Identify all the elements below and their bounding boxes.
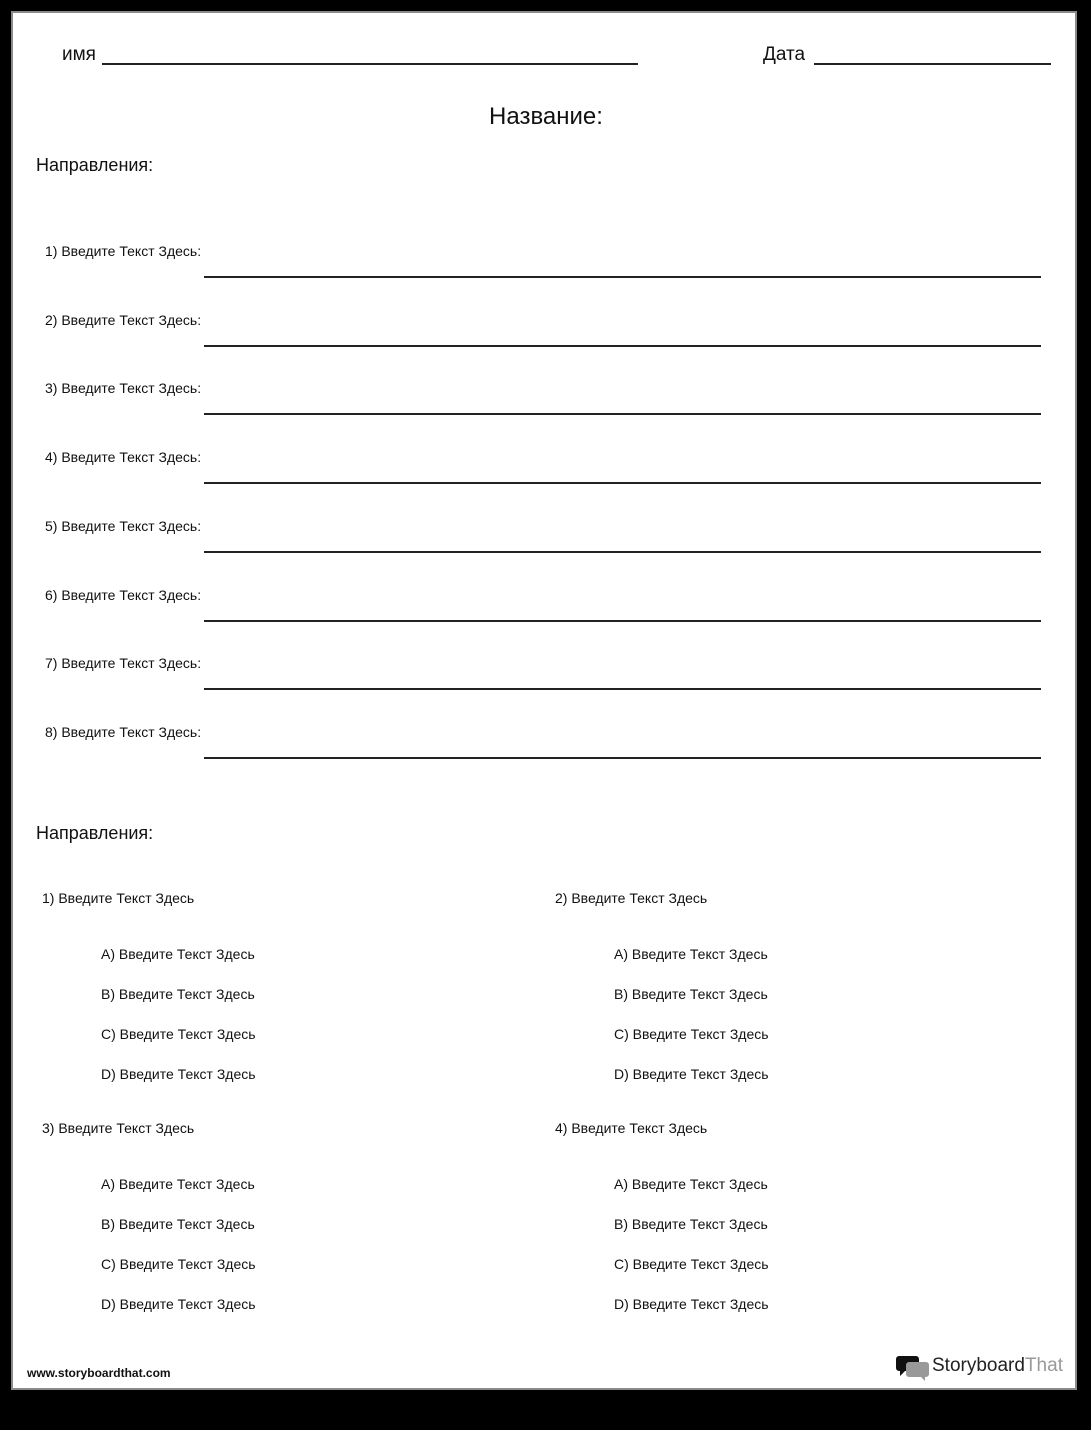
fill-in-prompt: 6) Введите Текст Здесь:: [45, 586, 202, 603]
answer-option[interactable]: C) Введите Текст Здесь: [614, 1256, 769, 1272]
question-prompt: 4) Введите Текст Здесь: [555, 1120, 708, 1136]
answer-line[interactable]: [204, 620, 1041, 622]
date-field-line[interactable]: [814, 63, 1051, 65]
date-label: Дата: [763, 44, 806, 65]
fill-in-prompt: 5) Введите Текст Здесь:: [45, 517, 202, 534]
question-prompt: 2) Введите Текст Здесь: [555, 890, 708, 906]
fill-in-prompt: 8) Введите Текст Здесь:: [45, 723, 202, 740]
answer-option[interactable]: B) Введите Текст Здесь: [101, 1216, 255, 1232]
answer-option[interactable]: A) Введите Текст Здесь: [614, 946, 768, 962]
footer-url[interactable]: www.storyboardthat.com: [27, 1366, 171, 1380]
answer-line[interactable]: [204, 482, 1041, 484]
name-label: имя: [62, 44, 96, 65]
answer-option[interactable]: C) Введите Текст Здесь: [101, 1026, 256, 1042]
answer-option[interactable]: A) Введите Текст Здесь: [101, 946, 255, 962]
answer-line[interactable]: [204, 688, 1041, 690]
answer-option[interactable]: D) Введите Текст Здесь: [614, 1296, 769, 1312]
brand-name-part2: That: [1024, 1355, 1063, 1376]
answer-option[interactable]: B) Введите Текст Здесь: [101, 986, 255, 1002]
answer-option[interactable]: D) Введите Текст Здесь: [614, 1066, 769, 1082]
fill-in-prompt: 1) Введите Текст Здесь:: [45, 243, 202, 259]
fill-in-prompt: 3) Введите Текст Здесь:: [45, 380, 202, 397]
answer-option[interactable]: A) Введите Текст Здесь: [101, 1176, 255, 1192]
answer-line[interactable]: [204, 413, 1041, 415]
question-prompt: 3) Введите Текст Здесь: [42, 1120, 195, 1136]
directions-heading-1: Направления:: [36, 155, 154, 175]
answer-line[interactable]: [204, 276, 1041, 278]
answer-option[interactable]: B) Введите Текст Здесь: [614, 986, 768, 1002]
answer-line[interactable]: [204, 345, 1041, 347]
fill-in-prompt: 2) Введите Текст Здесь:: [45, 311, 202, 328]
fill-in-prompt: 4) Введите Текст Здесь:: [45, 449, 202, 466]
answer-option[interactable]: B) Введите Текст Здесь: [614, 1216, 768, 1232]
answer-line[interactable]: [204, 757, 1041, 759]
worksheet-page: [11, 11, 1077, 1390]
name-field-line[interactable]: [102, 63, 638, 65]
speech-bubbles-icon: [896, 1355, 930, 1381]
answer-option[interactable]: D) Введите Текст Здесь: [101, 1296, 256, 1312]
answer-option[interactable]: C) Введите Текст Здесь: [101, 1256, 256, 1272]
question-prompt: 1) Введите Текст Здесь: [42, 890, 195, 906]
page-title: Название:: [489, 103, 603, 130]
fill-in-prompt: 7) Введите Текст Здесь:: [45, 655, 202, 672]
directions-heading-2: Направления:: [36, 823, 154, 843]
answer-option[interactable]: A) Введите Текст Здесь: [614, 1176, 768, 1192]
answer-line[interactable]: [204, 551, 1041, 553]
answer-option[interactable]: C) Введите Текст Здесь: [614, 1026, 769, 1042]
answer-option[interactable]: D) Введите Текст Здесь: [101, 1066, 256, 1082]
brand-name-part1: Storyboard: [932, 1355, 1025, 1376]
